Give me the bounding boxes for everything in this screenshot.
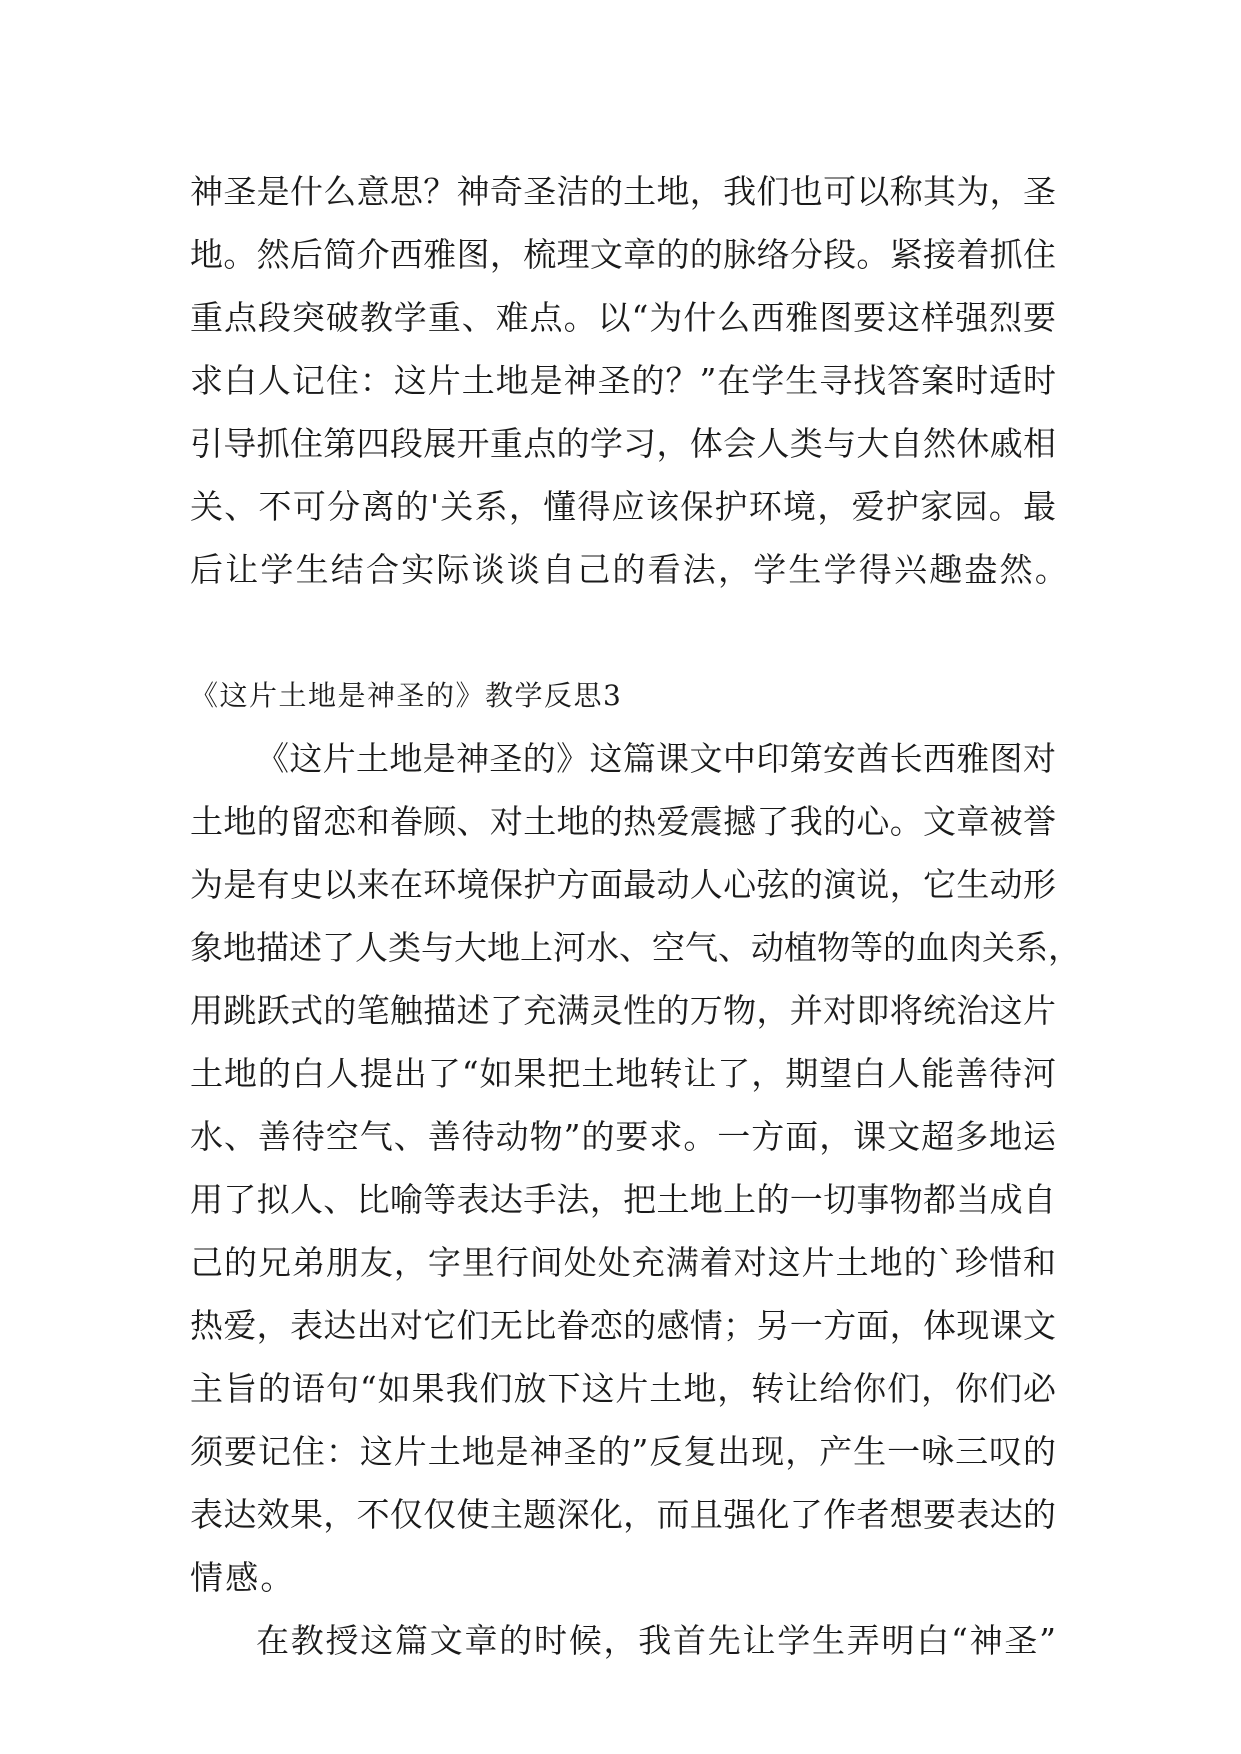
- text-line: 须要记住：这片土地是神圣的”反复出现，产生一咏三叹的: [190, 1432, 1056, 1471]
- text-line: 求白人记住：这片土地是神圣的？”在学生寻找答案时适时: [190, 361, 1056, 400]
- text-line: 情感。: [190, 1558, 296, 1597]
- text-line: 神圣是什么意思？神奇圣洁的土地，我们也可以称其为，圣: [190, 172, 1056, 211]
- text-line: 水、善待空气、善待动物”的要求。一方面，课文超多地运: [190, 1117, 1056, 1156]
- paragraph-body: [190, 727, 1081, 1609]
- document-page: [190, 160, 1081, 1672]
- text-line: 热爱，表达出对它们无比眷恋的感情；另一方面，体现课文: [190, 1306, 1056, 1345]
- text-line: 后让学生结合实际谈谈自己的看法，学生学得兴趣盎然。: [190, 550, 1070, 589]
- text-line: 主旨的语句“如果我们放下这片土地，转让给你们，你们必: [190, 1369, 1056, 1408]
- text-line: 为是有史以来在环境保护方面最动人心弦的演说，它生动形: [190, 865, 1056, 904]
- text-line: 重点段突破教学重、难点。以“为什么西雅图要这样强烈要: [190, 298, 1056, 337]
- paragraph-intro: [190, 160, 1070, 601]
- text-line: 己的兄弟朋友，字里行间处处充满着对这片土地的`珍惜和: [190, 1243, 1056, 1282]
- text-line: 用了拟人、比喻等表达手法，把土地上的一切事物都当成自: [190, 1180, 1056, 1219]
- text-line: 《这片土地是神圣的》这篇课文中印第安酋长西雅图对: [256, 739, 1056, 778]
- section-heading: 《这片土地是神圣的》教学反思3: [190, 679, 623, 712]
- text-line: 土地的留恋和眷顾、对土地的热爱震撼了我的心。文章被誉: [190, 802, 1056, 841]
- text-line: 用跳跃式的笔触描述了充满灵性的万物，并对即将统治这片: [190, 991, 1056, 1030]
- text-line: 象地描述了人类与大地上河水、空气、动植物等的血肉关系，: [190, 928, 1081, 967]
- text-line: 表达效果，不仅仅使主题深化，而且强化了作者想要表达的: [190, 1495, 1056, 1534]
- paragraph-continued: [190, 1609, 1056, 1672]
- text-line: 关、不可分离的'关系，懂得应该保护环境，爱护家园。最: [190, 487, 1056, 526]
- text-line: 土地的白人提出了“如果把土地转让了，期望白人能善待河: [190, 1054, 1056, 1093]
- text-line: 引导抓住第四段展开重点的学习，体会人类与大自然休戚相: [190, 424, 1056, 463]
- text-line: 地。然后简介西雅图，梳理文章的的脉络分段。紧接着抓住: [190, 235, 1056, 274]
- text-line: 在教授这篇文章的时候，我首先让学生弄明白“神圣”: [256, 1621, 1056, 1660]
- paragraph-gap: [190, 601, 1056, 664]
